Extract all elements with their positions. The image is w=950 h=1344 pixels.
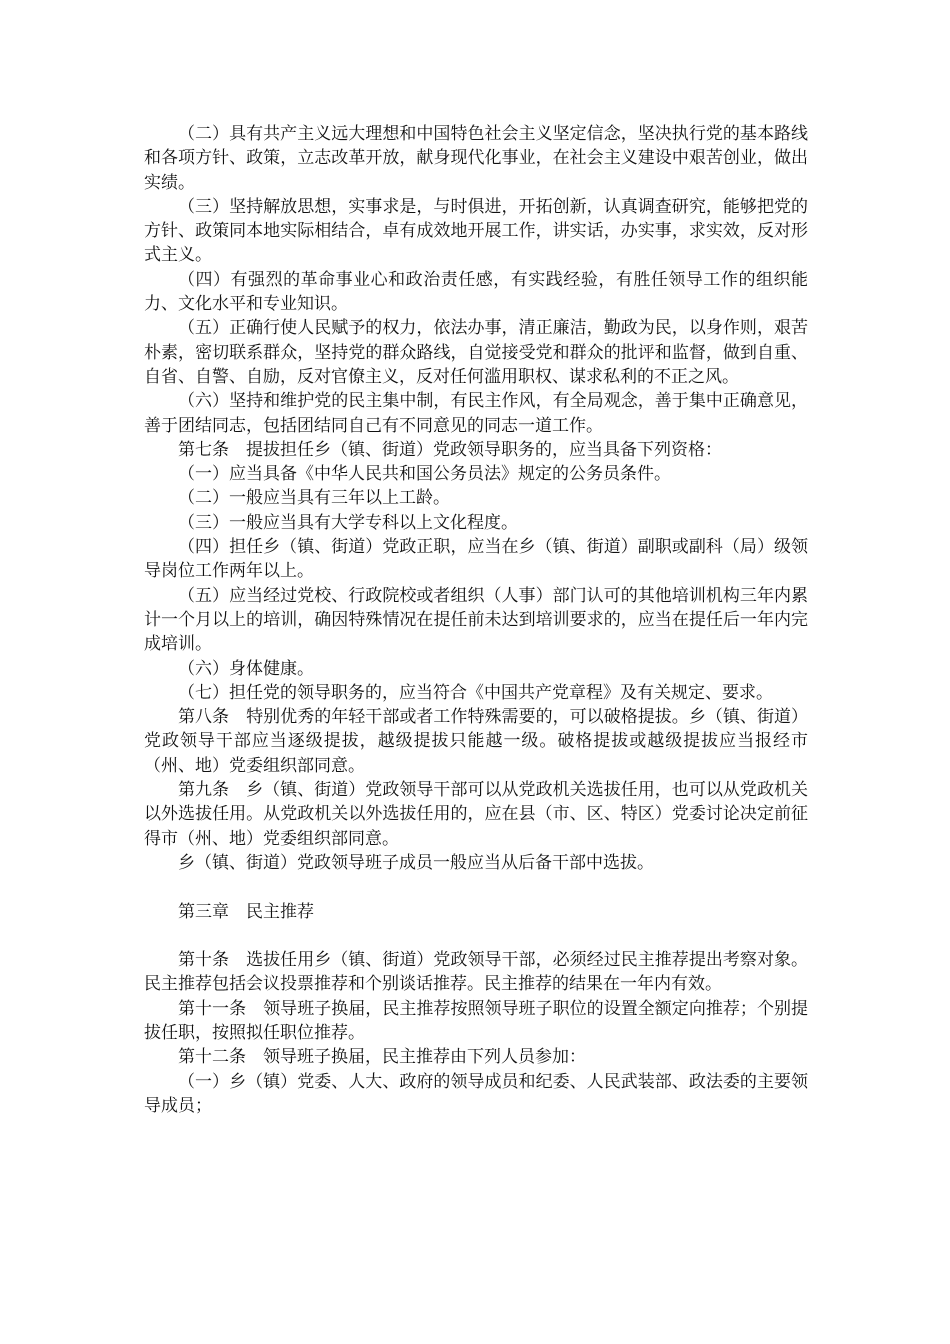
- paragraph: （一）应当具备《中华人民共和国公务员法》规定的公务员条件。: [178, 464, 671, 485]
- paragraph: （三）一般应当具有大学专科以上文化程度。: [178, 512, 518, 533]
- document-page: [144, 122, 808, 1118]
- article-7: 第七条 提拔担任乡（镇、街道）党政领导职务的，应当具备下列资格：: [178, 439, 722, 460]
- paragraph: （五）应当经过党校、行政院校或者组织（人事）部门认可的其他培训机构三年内累计一个月以上的培训，确因特殊情况在提任前未达到培训要求的，应当在提任后一年内完成培训。: [144, 585, 808, 655]
- paragraph: 乡（镇、街道）党政领导班子成员一般应当从后备干部中选拔。: [178, 852, 654, 873]
- article-11: 第十一条 领导班子换届，民主推荐按照领导班子职位的设置全额定向推荐；个别提拔任职，按照拟任职位推荐。: [144, 998, 808, 1043]
- paragraph: （二）一般应当具有三年以上工龄。: [178, 488, 450, 509]
- chapter-heading: 第三章 民主推荐: [178, 901, 314, 922]
- article-9: 第九条 乡（镇、街道）党政领导干部可以从党政机关选拔任用，也可以从党政机关以外选拔任用。从党政机关以外选拔任用的，应在县（市、区、特区）党委讨论决定前征得市（州、地）党委组织部同意。: [144, 780, 808, 849]
- paragraph: （七）担任党的领导职务的，应当符合《中国共产党章程》及有关规定、要求。: [178, 682, 773, 703]
- paragraph: （四）有强烈的革命事业心和政治责任感，有实践经验，有胜任领导工作的组织能力、文化水平和专业知识。: [144, 269, 808, 315]
- paragraph: （二）具有共产主义远大理想和中国特色社会主义坚定信念，坚决执行党的基本路线和各项方针、政策，立志改革开放，献身现代化事业，在社会主义建设中艰苦创业，做出实绩。: [144, 124, 808, 193]
- paragraph: （一）乡（镇）党委、人大、政府的领导成员和纪委、人民武装部、政法委的主要领导成员；: [144, 1071, 808, 1116]
- paragraph: （六）坚持和维护党的民主集中制，有民主作风，有全局观念，善于集中正确意见，善于团结同志，包括团结同自己有不同意见的同志一道工作。: [144, 391, 808, 436]
- paragraph: （六）身体健康。: [178, 658, 314, 679]
- paragraph: （四）担任乡（镇、街道）党政正职，应当在乡（镇、街道）副职或副科（局）级领导岗位工作两年以上。: [144, 537, 808, 582]
- article-12: 第十二条 领导班子换届，民主推荐由下列人员参加：: [178, 1047, 586, 1068]
- article-10: 第十条 选拔任用乡（镇、街道）党政领导干部，必须经过民主推荐提出考察对象。民主推荐包括会议投票推荐和个别谈话推荐。民主推荐的结果在一年内有效。: [144, 950, 808, 995]
- article-8: 第八条 特别优秀的年轻干部或者工作特殊需要的，可以破格提拔。乡（镇、街道）党政领导干部应当逐级提拔，越级提拔只能越一级。破格提拔或越级提拔应当报经市（州、地）党委组织部同意。: [144, 707, 808, 776]
- paragraph: （三）坚持解放思想，实事求是，与时俱进，开拓创新，认真调查研究，能够把党的方针、政策同本地实际相结合，卓有成效地开展工作，讲实话，办实事，求实效，反对形式主义。: [144, 196, 808, 266]
- paragraph: （五）正确行使人民赋予的权力，依法办事，清正廉洁，勤政为民，以身作则，艰苦朴素，密切联系群众，坚持党的群众路线，自觉接受党和群众的批评和监督，做到自重、自省、自警、自励，反对官僚主义，反对任何滥用职权、谋求私利的不正之风。: [144, 318, 808, 387]
